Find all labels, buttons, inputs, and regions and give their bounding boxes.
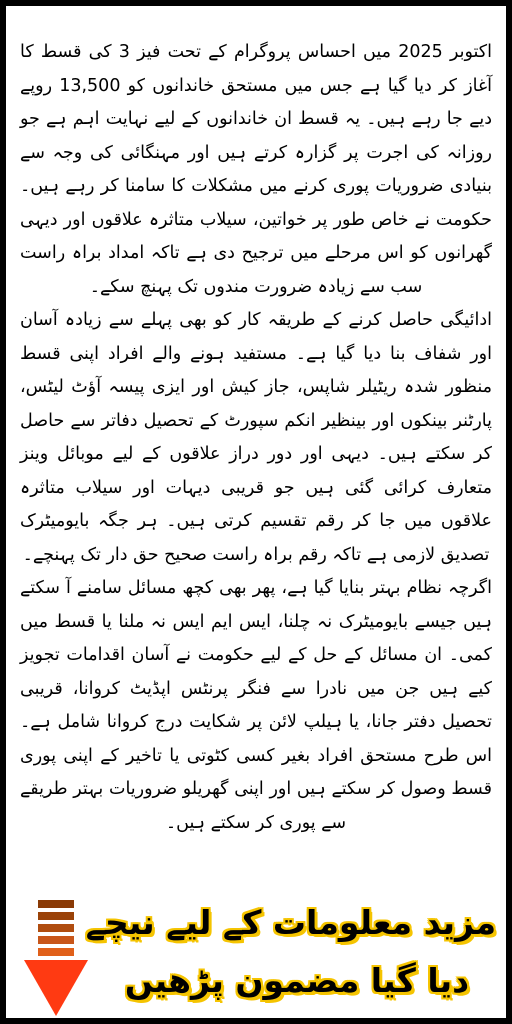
read-more-banner[interactable] bbox=[6, 894, 506, 1024]
article-body bbox=[20, 36, 492, 840]
article-paragraph-3: اگرچہ نظام بہتر بنایا گیا ہے، پھر بھی کچھ مسائل سامنے آ سکتے ہیں جیسے بایومیٹرک نہ چلنا، ایس ایم ایس نہ ملنا یا قسط میں کمی۔ ان مسائل کے حل کے لیے حکومت نے آسان اقدامات تجویز کیے ہیں جن میں نادرا سے فنگر پرنٹس اپڈیٹ کروانا، قریبی تحصیل دفتر جانا، یا ہیلپ لائن پر شکایت درج کروانا شامل ہے۔ اس طرح مستحق افراد بغیر کسی کٹوتی یا تاخیر کے اپنی پوری قسط وصول کر سکتے ہیں اور اپنی گھریلو ضروریات بہتر طریقے سے پوری کر سکتے ہیں۔ bbox=[20, 578, 492, 833]
article-paragraph-2: ادائیگی حاصل کرنے کے طریقہ کار کو بھی پہلے سے زیادہ آسان اور شفاف بنا دیا گیا ہے۔ مستفید ہونے والے افراد اپنی قسط منظور شدہ ریٹیلر شاپس، جاز کیش اور ایزی پیسہ آؤٹ لیٹس، پارٹنر بینکوں اور بینظیر انکم سپورٹ کے تحصیل دفاتر سے حاصل کر سکتے ہیں۔ دیہی اور دور دراز علاقوں کے لیے موبائل وینز متعارف کرائی گئی ہیں جو قریبی دیہات اور سیلاب متاثرہ علاقوں میں جا کر رقم تقسیم کرتی ہیں۔ ہر جگہ بایومیٹرک تصدیق لازمی ہے تاکہ رقم براہ راست صحیح حق دار تک پہنچے۔ bbox=[20, 310, 492, 565]
read-more-line-1: مزید معلومات کے لیے نیچے bbox=[85, 903, 496, 942]
read-more-text bbox=[85, 894, 496, 1010]
article-paragraph-1: اکتوبر 2025 میں احساس پروگرام کے تحت فیز 3 کی قسط کا آغاز کر دیا گیا ہے جس میں مستحق خاندانوں کو 13,500 روپے دیے جا رہے ہیں۔ یہ قسط ان خاندانوں کے لیے نہایت اہم ہے جو روزانہ کی اجرت پر گزارہ کرتے ہیں اور مہنگائی کی وجہ سے بنیادی ضروریات پوری کرنے میں مشکلات کا سامنا کر رہے ہیں۔ حکومت نے خاص طور پر خواتین، سیلاب متاثرہ علاقوں اور دیہی گھرانوں کو اس مرحلے میں ترجیح دی ہے تاکہ امداد براہ راست سب سے زیادہ ضرورت مندوں تک پہنچ سکے۔ bbox=[20, 42, 492, 297]
striped-down-arrow-icon bbox=[24, 900, 88, 1016]
read-more-line-2: دیا گیا مضمون پڑھیں bbox=[124, 961, 470, 1000]
